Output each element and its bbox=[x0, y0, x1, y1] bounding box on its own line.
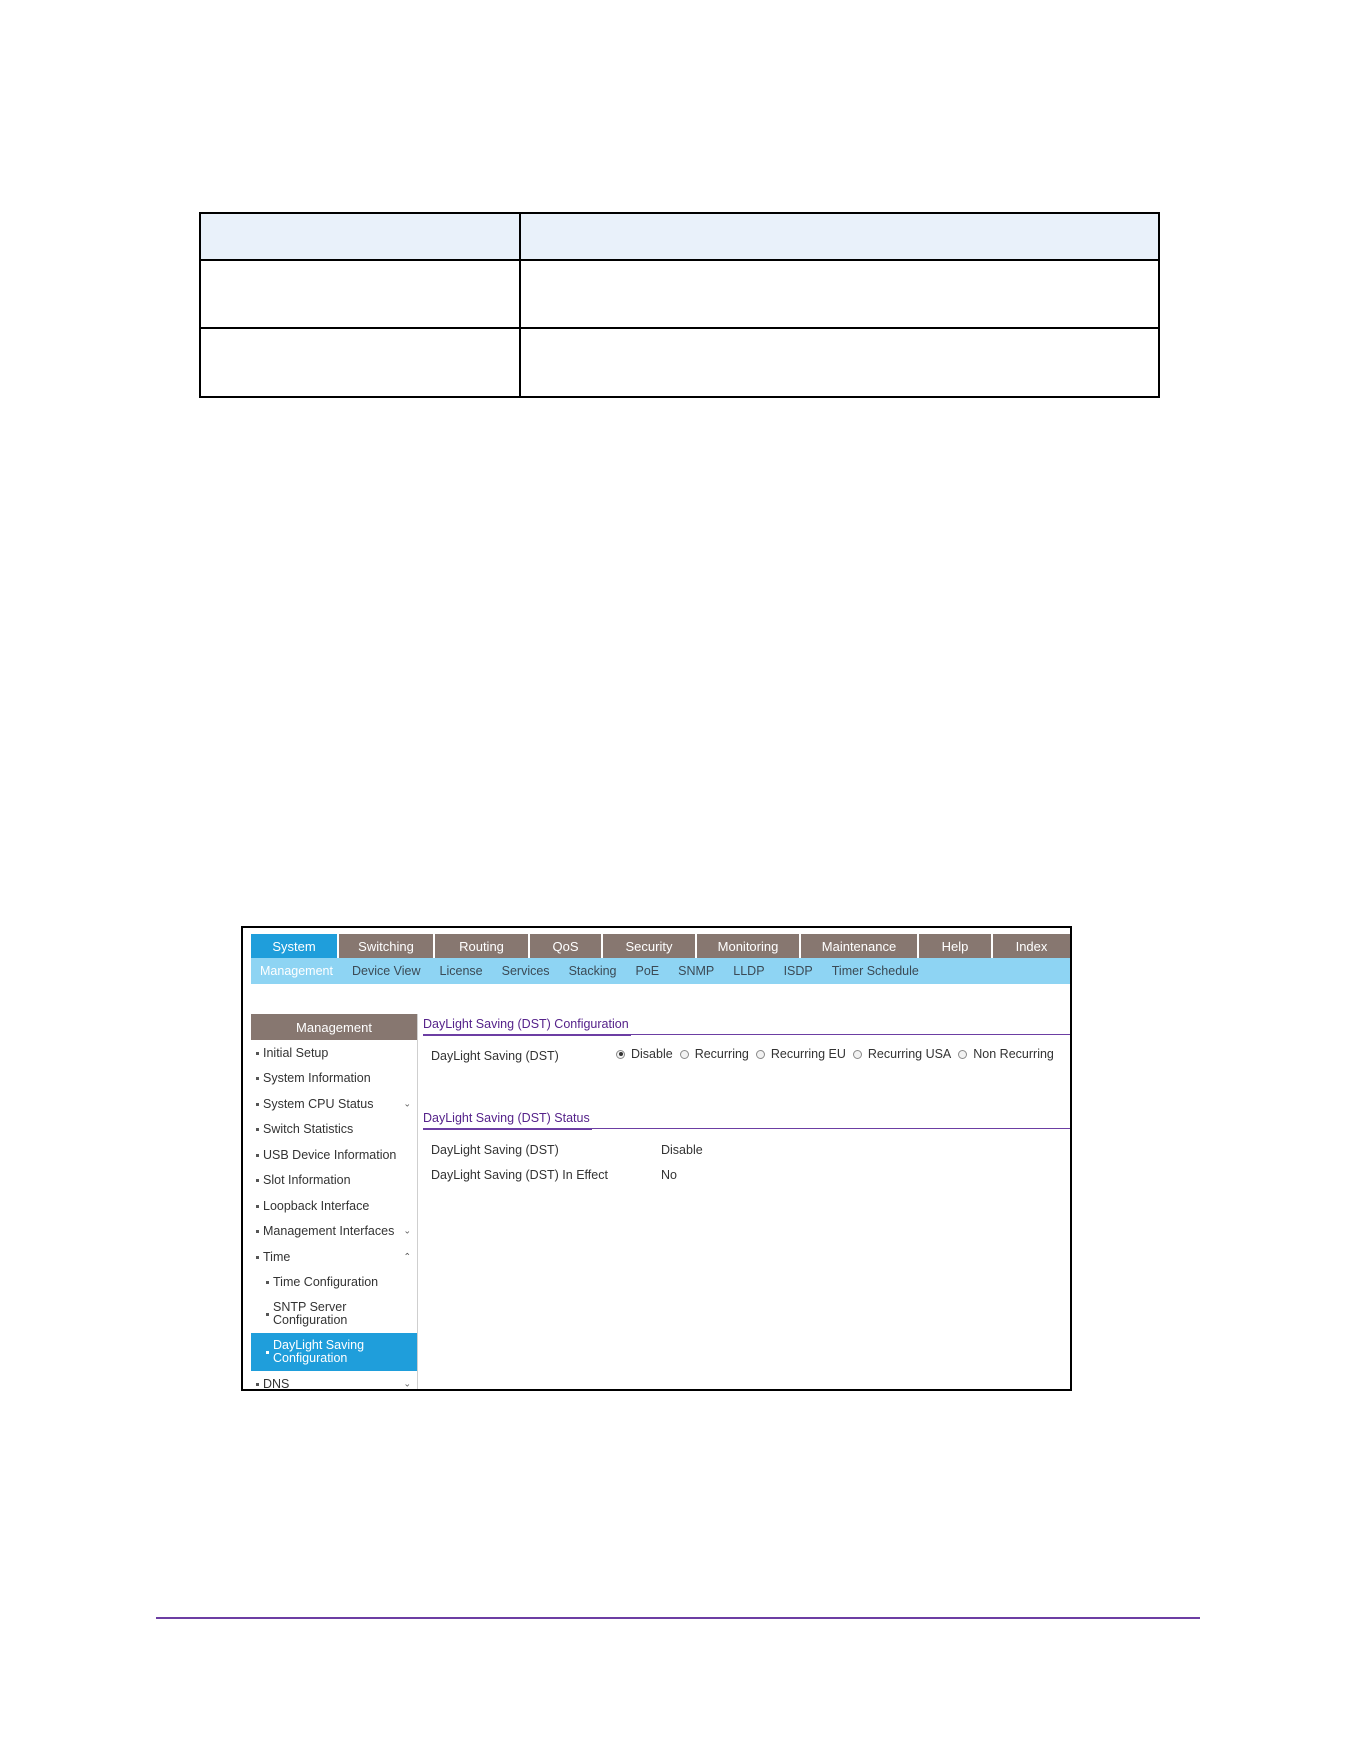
sidebar-item-label: Management Interfaces bbox=[263, 1224, 395, 1239]
config-section-title-text: DayLight Saving (DST) Configuration bbox=[423, 1017, 631, 1036]
radio-disable[interactable] bbox=[616, 1047, 673, 1061]
subtab-snmp[interactable]: SNMP bbox=[678, 964, 715, 978]
sidebar-item-slot-information[interactable] bbox=[251, 1168, 417, 1194]
subtab-services[interactable]: Services bbox=[501, 964, 550, 978]
footer-divider bbox=[156, 1617, 1200, 1619]
table-cell bbox=[520, 260, 1159, 329]
tab-maintenance[interactable]: Maintenance bbox=[801, 934, 919, 958]
sidebar-item-loopback-interface[interactable] bbox=[251, 1193, 417, 1219]
tab-index[interactable]: Index bbox=[993, 934, 1070, 958]
chevron-down-icon[interactable]: ⌄ bbox=[403, 1225, 411, 1236]
sidebar-item-system-information[interactable] bbox=[251, 1066, 417, 1092]
sidebar-item-time[interactable] bbox=[251, 1244, 417, 1270]
sidebar-item-daylight-saving-configuration[interactable] bbox=[251, 1333, 417, 1371]
sidebar-item-dns[interactable] bbox=[251, 1371, 417, 1391]
sidebar-item-label: Time bbox=[263, 1249, 291, 1264]
tab-routing[interactable]: Routing bbox=[435, 934, 530, 958]
subtab-timer-schedule[interactable]: Timer Schedule bbox=[831, 964, 919, 978]
chevron-down-icon[interactable]: ⌄ bbox=[403, 1378, 411, 1389]
sidebar-item-initial-setup[interactable] bbox=[251, 1040, 417, 1066]
sidebar-item-label: Time Configuration bbox=[273, 1275, 379, 1290]
table-header-cell bbox=[520, 213, 1159, 260]
sidebar-item-label: System Information bbox=[263, 1071, 371, 1086]
status-dst-value: Disable bbox=[661, 1143, 703, 1157]
radio-unselected-icon[interactable] bbox=[756, 1050, 765, 1059]
tab-switching[interactable]: Switching bbox=[339, 934, 435, 958]
tab-system[interactable]: System bbox=[251, 934, 339, 958]
status-section-title-text: DayLight Saving (DST) Status bbox=[423, 1111, 592, 1130]
status-dst-label: DayLight Saving (DST) bbox=[431, 1143, 559, 1157]
sidebar-item-system-cpu-status[interactable] bbox=[251, 1091, 417, 1117]
chevron-down-icon[interactable]: ⌄ bbox=[403, 1098, 411, 1109]
sidebar-item-label: Loopback Interface bbox=[263, 1198, 370, 1213]
table-row bbox=[200, 328, 1159, 397]
sidebar-item-label: USB Device Information bbox=[263, 1147, 397, 1162]
radio-selected-icon[interactable] bbox=[616, 1050, 625, 1059]
sidebar bbox=[251, 1014, 418, 1391]
table-cell bbox=[200, 260, 520, 329]
radio-recurring-usa[interactable] bbox=[853, 1047, 951, 1061]
sidebar-item-label: Switch Statistics bbox=[263, 1122, 354, 1137]
table-cell bbox=[200, 328, 520, 397]
sidebar-item-sntp-server-configuration[interactable] bbox=[251, 1295, 417, 1333]
dst-radio-group bbox=[616, 1047, 1061, 1061]
tab-qos[interactable]: QoS bbox=[530, 934, 603, 958]
sidebar-item-time-configuration[interactable] bbox=[251, 1270, 417, 1296]
radio-label: Recurring USA bbox=[867, 1047, 952, 1061]
sidebar-item-switch-statistics[interactable] bbox=[251, 1117, 417, 1143]
status-dst-in-effect-label: DayLight Saving (DST) In Effect bbox=[431, 1168, 608, 1182]
subtab-stacking[interactable]: Stacking bbox=[568, 964, 617, 978]
radio-label: Recurring EU bbox=[770, 1047, 846, 1061]
status-dst-in-effect-value: No bbox=[661, 1168, 677, 1182]
sidebar-item-usb-device-information[interactable] bbox=[251, 1142, 417, 1168]
tab-help[interactable]: Help bbox=[919, 934, 993, 958]
radio-recurring-eu[interactable] bbox=[756, 1047, 846, 1061]
table-header-row bbox=[200, 213, 1159, 260]
ui-screenshot-frame bbox=[241, 926, 1072, 1391]
subtab-license[interactable]: License bbox=[439, 964, 483, 978]
radio-unselected-icon[interactable] bbox=[958, 1050, 967, 1059]
sidebar-heading: Management bbox=[251, 1014, 417, 1040]
sidebar-item-label: DayLight Saving Configuration bbox=[273, 1338, 365, 1365]
table-row bbox=[200, 260, 1159, 329]
sidebar-item-label: DNS bbox=[263, 1376, 290, 1391]
radio-label: Recurring bbox=[694, 1047, 749, 1061]
sub-navigation bbox=[251, 958, 1070, 984]
sidebar-item-label: Slot Information bbox=[263, 1173, 351, 1188]
radio-unselected-icon[interactable] bbox=[680, 1050, 689, 1059]
top-navigation bbox=[251, 934, 1070, 958]
radio-label: Non Recurring bbox=[973, 1047, 1054, 1061]
subtab-isdp[interactable]: ISDP bbox=[783, 964, 813, 978]
subtab-lldp[interactable]: LLDP bbox=[733, 964, 765, 978]
main-content bbox=[423, 1014, 1070, 1391]
sidebar-item-label: SNTP Server Configuration bbox=[273, 1300, 348, 1327]
radio-non-recurring[interactable] bbox=[958, 1047, 1054, 1061]
radio-label: Disable bbox=[631, 1047, 673, 1061]
config-section-title bbox=[423, 1014, 1070, 1035]
sidebar-item-management-interfaces[interactable] bbox=[251, 1219, 417, 1245]
subtab-management[interactable]: Management bbox=[260, 964, 333, 978]
dst-label: DayLight Saving (DST) bbox=[431, 1049, 559, 1063]
sidebar-item-label: Initial Setup bbox=[263, 1045, 329, 1060]
table-header-cell bbox=[200, 213, 520, 260]
sidebar-item-label: System CPU Status bbox=[263, 1096, 374, 1111]
tab-monitoring[interactable]: Monitoring bbox=[697, 934, 801, 958]
document-table bbox=[199, 212, 1160, 398]
subtab-poe[interactable]: PoE bbox=[635, 964, 660, 978]
radio-unselected-icon[interactable] bbox=[853, 1050, 862, 1059]
status-section-title bbox=[423, 1108, 1070, 1129]
tab-security[interactable]: Security bbox=[603, 934, 697, 958]
table-cell bbox=[520, 328, 1159, 397]
chevron-up-icon[interactable]: ⌃ bbox=[403, 1251, 411, 1262]
subtab-device-view[interactable]: Device View bbox=[351, 964, 421, 978]
radio-recurring[interactable] bbox=[680, 1047, 749, 1061]
